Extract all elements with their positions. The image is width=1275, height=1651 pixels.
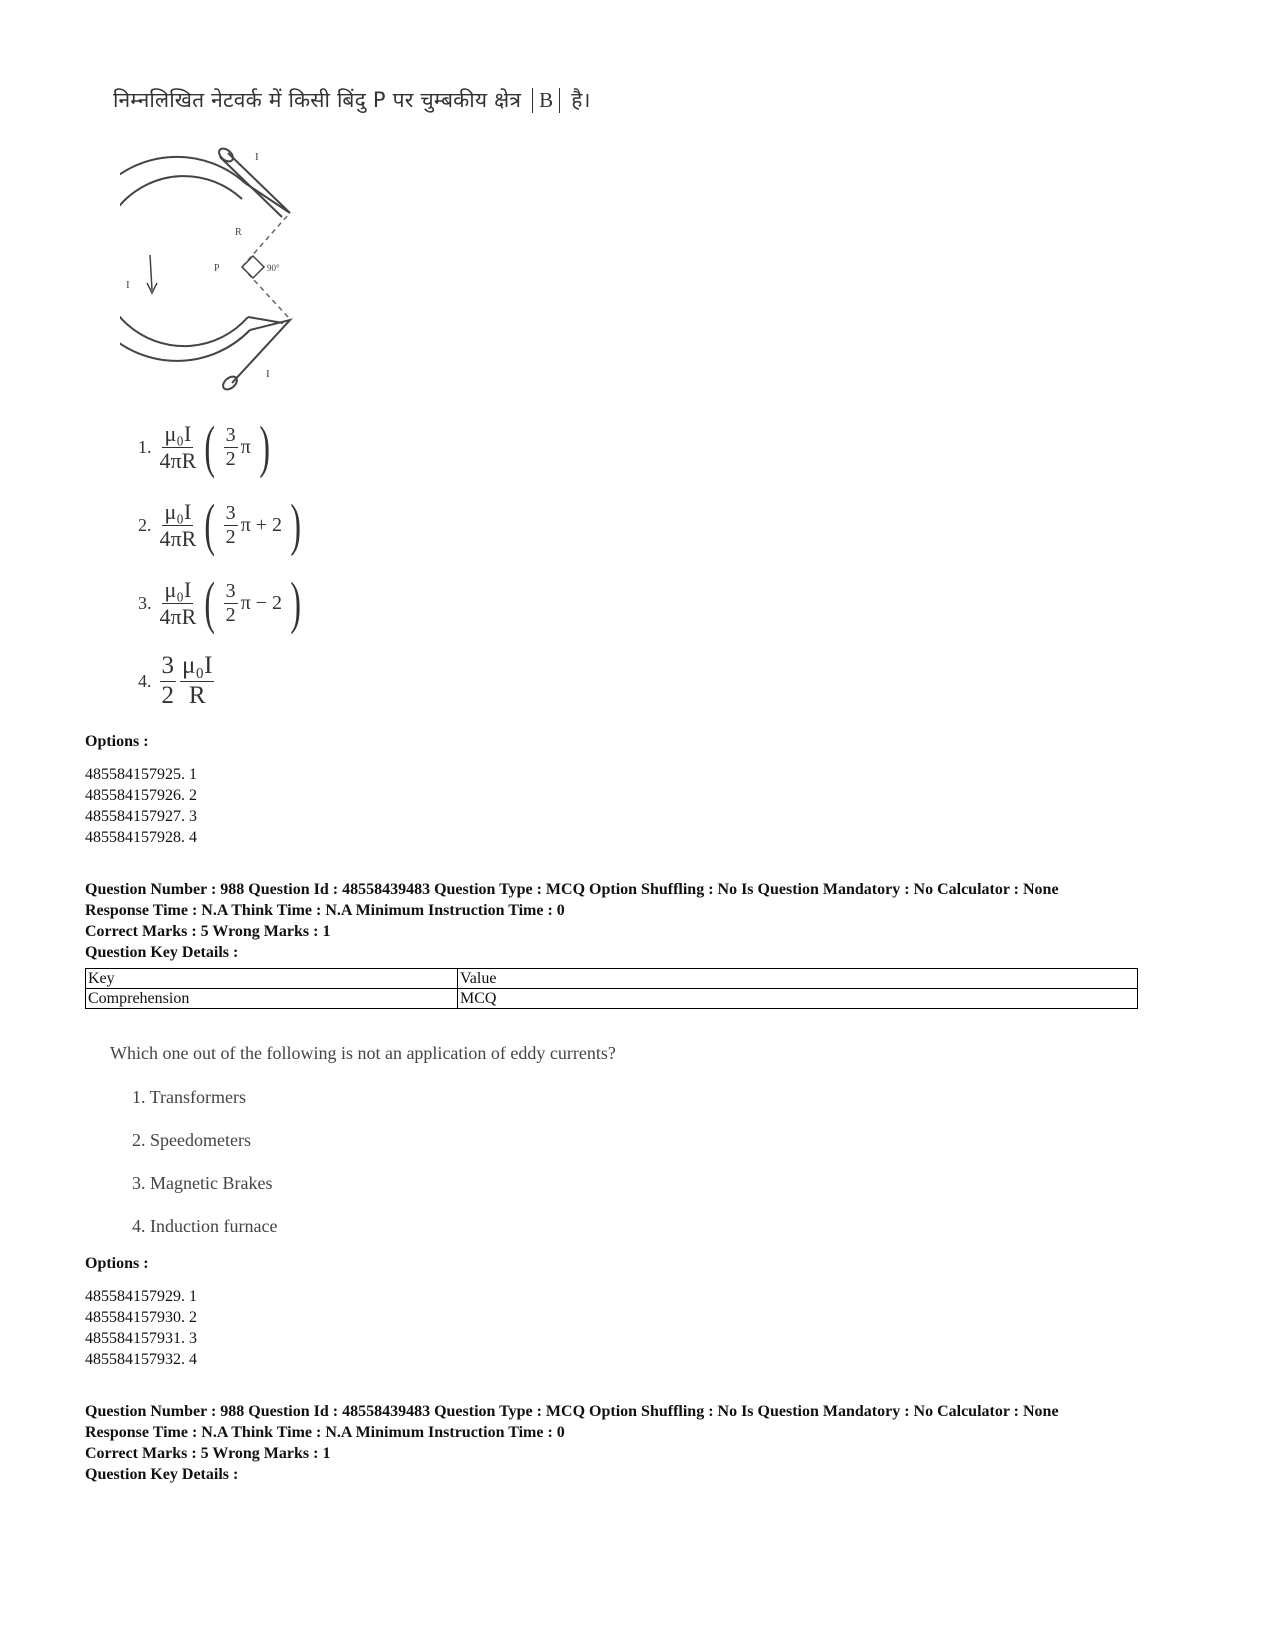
question-2-text: Which one out of the following is not an application of eddy currents?	[110, 1043, 616, 1063]
label-current-left: I	[126, 279, 130, 291]
question-1-suffix: है।	[571, 88, 591, 112]
table-header-value: Value	[458, 969, 1138, 989]
question-3-meta	[85, 1401, 1059, 1485]
meta-line: Question Key Details :	[85, 1466, 239, 1483]
meta-line: Response Time : N.A Think Time : N.A Minimum Instruction Time : 0	[85, 1424, 565, 1441]
label-angle: 90°	[267, 263, 280, 273]
question-key-table	[85, 968, 1138, 1009]
question-1-hindi: निम्नलिखित नेटवर्क में किसी बिंदु P पर चुम्बकीय क्षेत्र	[113, 88, 522, 112]
question-1-text	[113, 86, 591, 114]
options-label-2: Options :	[85, 1255, 149, 1272]
table-header-row	[86, 969, 1138, 989]
formula-option-2: 2. $\frac{\text{μ₀I}}{4\pi R}$ ( $\frac{3}{2}$ π + 2 )	[138, 492, 301, 557]
label-current-top: I	[255, 151, 259, 163]
meta-line: Question Number : 988 Question Id : 48558439483 Question Type : MCQ Option Shuffling : No Is Question Mandatory : No Calculator : None	[85, 1403, 1059, 1420]
formula-coefficient: $\frac{\text{μ₀I}}{4\pi R}$	[159, 499, 197, 551]
options-list-1	[85, 764, 197, 848]
option-item: 485584157928. 4	[85, 829, 197, 846]
options-list-2	[85, 1286, 197, 1370]
option-item: 485584157930. 2	[85, 1309, 197, 1326]
b-vector-symbol: B	[532, 88, 560, 113]
label-point-p: P	[214, 263, 220, 274]
meta-line: Question Number : 988 Question Id : 48558439483 Question Type : MCQ Option Shuffling : No Is Question Mandatory : No Calculator : None	[85, 881, 1059, 898]
choice-item: 2. Speedometers	[132, 1130, 251, 1150]
current-loop-diagram	[120, 145, 320, 395]
formula-coefficient: $\frac{\text{μ₀I}}{4\pi R}$	[159, 421, 197, 473]
meta-line: Question Key Details :	[85, 944, 239, 961]
label-radius: R	[235, 227, 242, 238]
table-header-key: Key	[86, 969, 458, 989]
option-item: 485584157932. 4	[85, 1351, 197, 1368]
formula-coefficient: $\frac{\text{μ₀I}}{4\pi R}$	[159, 577, 197, 629]
meta-line: Response Time : N.A Think Time : N.A Minimum Instruction Time : 0	[85, 902, 565, 919]
option-item: 485584157931. 3	[85, 1330, 197, 1347]
table-row	[86, 989, 1138, 1009]
options-label-1: Options :	[85, 733, 149, 750]
meta-line: Correct Marks : 5 Wrong Marks : 1	[85, 923, 331, 940]
formula-option-1: 1. $\frac{\text{μ₀I}}{4\pi R}$ ( $\frac{3}{2}$ π )	[138, 414, 270, 479]
choice-item: 4. Induction furnace	[132, 1216, 278, 1236]
option-item: 485584157925. 1	[85, 766, 197, 783]
formula-option-3: 3. $\frac{\text{μ₀I}}{4\pi R}$ ( $\frac{3}{2}$ π − 2 )	[138, 570, 301, 635]
option-item: 485584157929. 1	[85, 1288, 197, 1305]
option-item: 485584157927. 3	[85, 808, 197, 825]
choice-item: 1. Transformers	[132, 1087, 247, 1107]
label-current-bottom: I	[266, 368, 270, 380]
meta-line: Correct Marks : 5 Wrong Marks : 1	[85, 1445, 331, 1462]
question-2-meta	[85, 879, 1059, 963]
option-item: 485584157926. 2	[85, 787, 197, 804]
table-cell-value: MCQ	[458, 989, 1138, 1009]
choice-item: 3. Magnetic Brakes	[132, 1173, 273, 1193]
table-cell-key: Comprehension	[86, 989, 458, 1009]
formula-option-4: 4. $\frac{3}{2}$ $\frac{\text{μ₀I}}{R}$	[138, 652, 213, 709]
